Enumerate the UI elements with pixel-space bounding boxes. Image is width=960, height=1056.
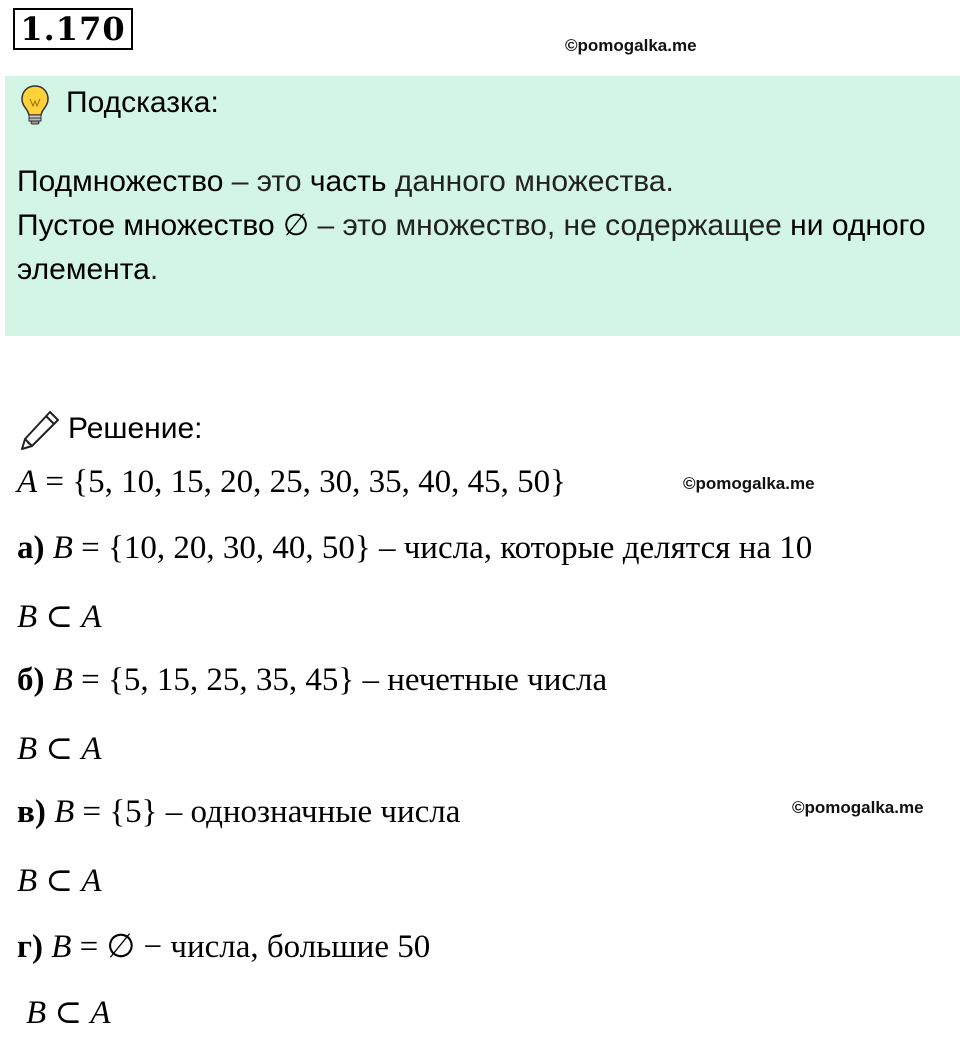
- watermark: ©pomogalka.me: [792, 798, 924, 817]
- part-c-set: в) B = {5} – однозначные числа: [17, 794, 461, 830]
- lightbulb-icon: [20, 84, 50, 126]
- watermark: ©pomogalka.me: [565, 36, 697, 55]
- part-a-relation: B ⊂ A: [17, 599, 102, 635]
- part-c-relation: B ⊂ A: [17, 863, 102, 899]
- hint-text: [17, 160, 947, 292]
- hint-line-empty-set: Пустое множество ∅ – это множество, не содержащее ни одного элемента.: [17, 209, 926, 286]
- part-b-set: б) B = {5, 15, 25, 35, 45} – нечетные числа: [17, 662, 608, 698]
- watermark: ©pomogalka.me: [683, 474, 815, 493]
- pencil-icon: [18, 408, 62, 452]
- part-a-set: а) B = {10, 20, 30, 40, 50} – числа, которые делятся на 10: [17, 530, 813, 566]
- hint-title: Подсказка:: [66, 86, 219, 119]
- solution-title: Решение:: [68, 412, 203, 445]
- set-a-definition: A = {5, 10, 15, 20, 25, 30, 35, 40, 45, 50}: [17, 464, 566, 500]
- part-b-relation: B ⊂ A: [17, 731, 102, 767]
- hint-line-subset: Подмножество – это часть данного множества.: [17, 165, 674, 198]
- part-d-relation: B ⊂ A: [26, 995, 111, 1031]
- part-d-set: г) B = ∅ − числа, большие 50: [17, 929, 431, 965]
- task-number: 1.170: [13, 8, 133, 50]
